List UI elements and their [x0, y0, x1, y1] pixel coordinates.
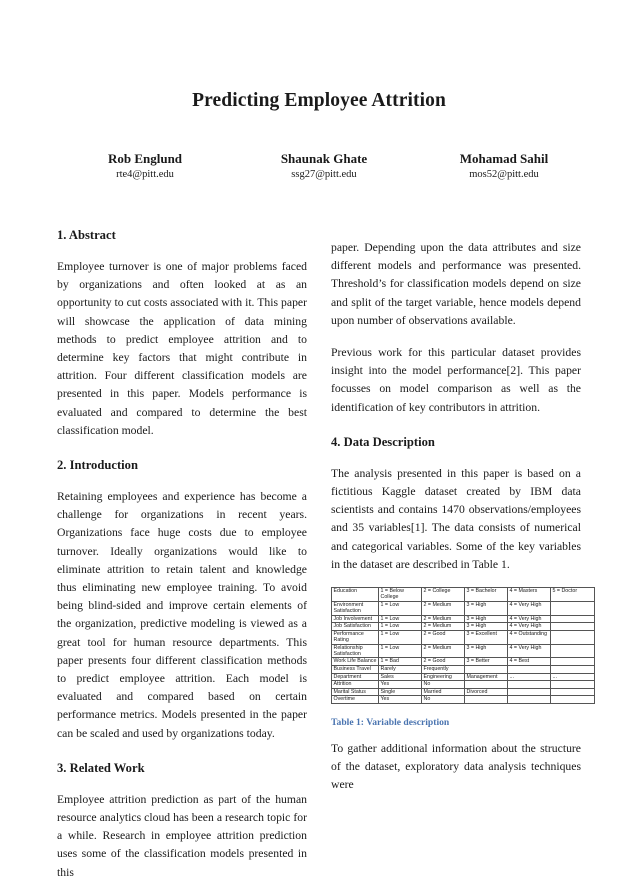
author-block: [229, 150, 419, 182]
table-cell: Frequently: [422, 666, 465, 674]
table-cell: 3 = Better: [465, 658, 508, 666]
previous-work-text: Previous work for this particular dataset provides insight into the model performance[2]. This paper focusses on model comparison as well as the identification of key contributors in attrition.: [331, 346, 581, 414]
table-cell: 1 = Low: [379, 615, 422, 623]
table-cell: Management: [465, 673, 508, 681]
table-cell: Job Satisfaction: [332, 623, 379, 631]
table-cell: Overtime: [332, 696, 379, 704]
author-name: Mohamad Sahil: [459, 151, 549, 166]
table-cell: 5 = Doctor: [551, 588, 595, 602]
table-row: [332, 658, 595, 666]
table-cell: 1 = Low: [379, 644, 422, 658]
table-cell: 4 = Best: [508, 658, 551, 666]
author-email: rte4@pitt.edu: [116, 169, 174, 180]
table-cell: 2 = Good: [422, 658, 465, 666]
table-cell: 2 = Good: [422, 630, 465, 644]
table-cell: Yes: [379, 696, 422, 704]
table-cell: Single: [379, 688, 422, 696]
table-cell: [465, 666, 508, 674]
table-cell: 1 = Low: [379, 623, 422, 631]
table-cell: [551, 623, 595, 631]
table-cell: 2 = Medium: [422, 644, 465, 658]
author-name: Rob Englund: [107, 151, 183, 166]
introduction-heading: 2. Introduction: [57, 458, 138, 473]
table-cell: Attrition: [332, 681, 379, 689]
right-column: [331, 239, 581, 795]
introduction-text: Retaining employees and experience has become a challenge for organizations in recent years. Organizations face huge costs due to employee turnover. Ideally organizations would like to eliminate attrition to retain talent and knowledge thus eliminating new employee training. To avoid being blind-sided and improve certain elements of the organization, predictive modeling is viewed as a great tool for human resource departments. This paper presents four different classification methods to predict employee attrition. Each model is evaluated and compared based on certain performance metrics. Models presented in the paper can be scaled and used by organizations today.: [57, 490, 307, 740]
table-cell: [551, 658, 595, 666]
table-row: [332, 688, 595, 696]
related-work-text: Employee attrition prediction as part of the human resource analytics cloud has been a research topic for a while. Research in employee attrition prediction uses some of the classification models presented in this: [57, 792, 307, 879]
data-description-text: The analysis presented in this paper is based on a fictitious Kaggle dataset created by IBM data scientists and contains 1470 observations/employees and 35 variables[1]. The data consists of numerical and categorical variables. Some of the key variables in the dataset are described in Table 1.: [331, 466, 581, 571]
table-cell: Rarely: [379, 666, 422, 674]
table-row: [332, 623, 595, 631]
table-cell: 3 = High: [465, 623, 508, 631]
table-cell: Job Involvement: [332, 615, 379, 623]
data-description-heading: 4. Data Description: [331, 434, 435, 449]
table-caption: Table 1: Variable description: [331, 717, 450, 729]
related-work-heading: 3. Related Work: [57, 760, 145, 775]
table-cell: Business Travel: [332, 666, 379, 674]
table-cell: 4 = Very High: [508, 615, 551, 623]
table-cell: [551, 696, 595, 704]
table-cell: [508, 688, 551, 696]
table-cell: [551, 666, 595, 674]
table-row: [332, 601, 595, 615]
table-cell: Divorced: [465, 688, 508, 696]
table-cell: ...: [508, 673, 551, 681]
paper-title: Predicting Employee Attrition: [192, 90, 446, 111]
table-cell: 3 = High: [465, 644, 508, 658]
table-cell: 1 = Bad: [379, 658, 422, 666]
left-column: [57, 226, 307, 882]
variable-table: [331, 587, 595, 704]
table-cell: Sales: [379, 673, 422, 681]
author-block: [409, 150, 599, 182]
table-cell: 1 = Below College: [379, 588, 422, 602]
table-cell: 4 = Very High: [508, 644, 551, 658]
table-cell: Marital Status: [332, 688, 379, 696]
table-cell: [465, 696, 508, 704]
table-cell: Engineering: [422, 673, 465, 681]
table-cell: 4 = Very High: [508, 601, 551, 615]
table-cell: 3 = Bachelor: [465, 588, 508, 602]
table-cell: Work Life Balance: [332, 658, 379, 666]
table-cell: 1 = Low: [379, 601, 422, 615]
table-cell: [551, 601, 595, 615]
table-cell: 1 = Low: [379, 630, 422, 644]
author-name: Shaunak Ghate: [280, 151, 368, 166]
table-cell: Environment Satisfaction: [332, 601, 379, 615]
table-cell: 3 = High: [465, 601, 508, 615]
table-cell: [551, 630, 595, 644]
author-email: mos52@pitt.edu: [469, 169, 539, 180]
table-cell: Yes: [379, 681, 422, 689]
table-cell: Performance Rating: [332, 630, 379, 644]
table-cell: No: [422, 681, 465, 689]
related-work-continued-text: paper. Depending upon the data attributes and size different models and performance was presented. Threshold’s for classification models depend on size and split of the target variable, hence models depend upon number of observations available.: [331, 241, 581, 327]
table-row: [332, 673, 595, 681]
table-cell: 4 = Masters: [508, 588, 551, 602]
table-cell: [551, 688, 595, 696]
table-cell: 2 = Medium: [422, 623, 465, 631]
table-cell: [551, 615, 595, 623]
table-cell: 4 = Very High: [508, 623, 551, 631]
table-cell: Department: [332, 673, 379, 681]
table-cell: 3 = High: [465, 615, 508, 623]
table-cell: No: [422, 696, 465, 704]
table-row: [332, 681, 595, 689]
table-row: [332, 630, 595, 644]
table-row: [332, 588, 595, 602]
table-cell: 4 = Outstanding: [508, 630, 551, 644]
abstract-text: Employee turnover is one of major problems faced by organizations and often looked at as an opportunity to cut costs associated with it. This paper will showcase the application of data mining methods to predict employee attrition and to determine key factors that might contribute in attrition. Four different classification models are presented in this paper. Models performance is evaluated and compared to determine the best classification model.: [57, 260, 307, 437]
table-row: [332, 644, 595, 658]
table-cell: [465, 681, 508, 689]
table-cell: 3 = Excellent: [465, 630, 508, 644]
table-row: [332, 696, 595, 704]
table-cell: 2 = College: [422, 588, 465, 602]
table-cell: [551, 681, 595, 689]
table-cell: Relationship Satisfaction: [332, 644, 379, 658]
table-cell: [508, 681, 551, 689]
table-cell: [508, 666, 551, 674]
author-email: ssg27@pitt.edu: [291, 169, 357, 180]
table-cell: 2 = Medium: [422, 615, 465, 623]
table-row: [332, 615, 595, 623]
table-cell: ...: [551, 673, 595, 681]
after-table-text: To gather additional information about the structure of the dataset, exploratory data analysis techniques were: [331, 742, 581, 792]
table-cell: [551, 644, 595, 658]
table-cell: Married: [422, 688, 465, 696]
table-cell: [508, 696, 551, 704]
author-block: [50, 150, 240, 182]
table-cell: Education: [332, 588, 379, 602]
table-cell: 2 = Medium: [422, 601, 465, 615]
abstract-heading: 1. Abstract: [57, 228, 116, 242]
table-row: [332, 666, 595, 674]
